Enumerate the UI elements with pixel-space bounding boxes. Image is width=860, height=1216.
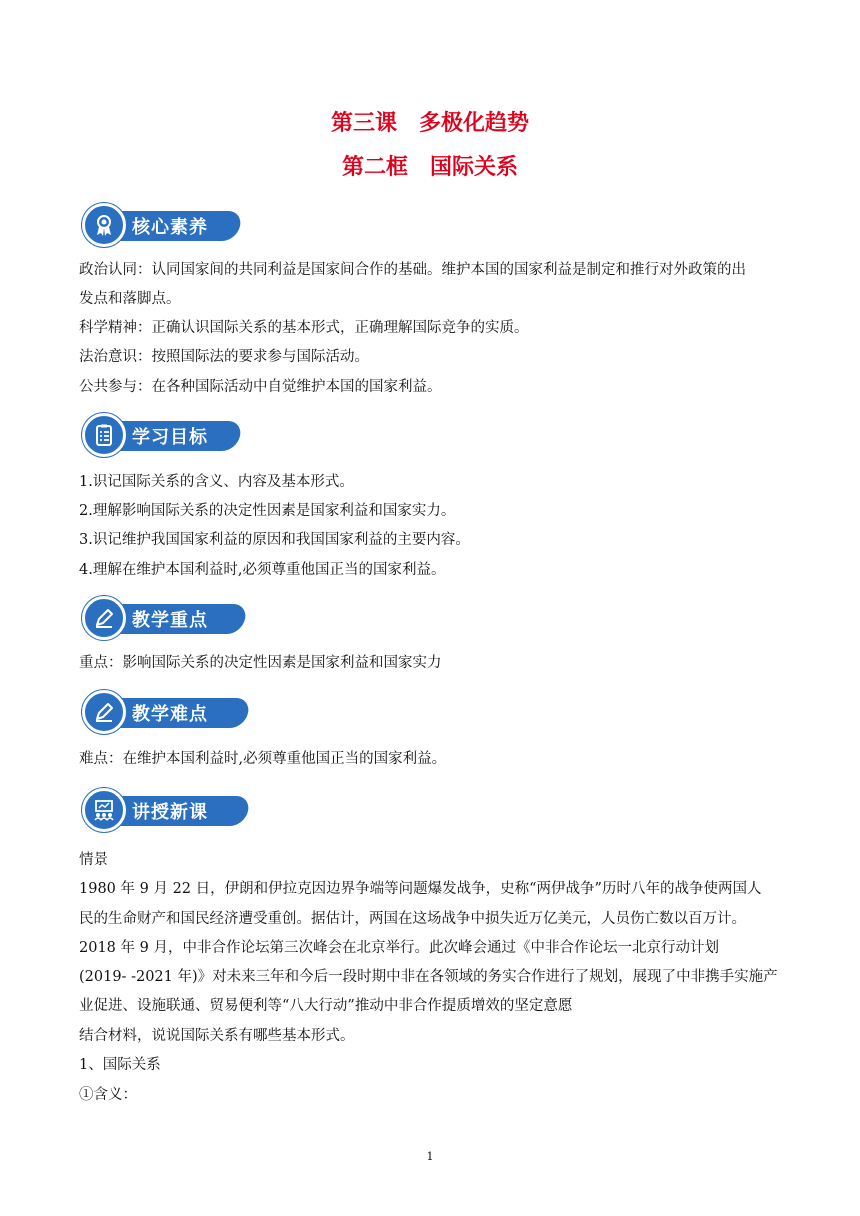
page-title: 第三课 多极化趋势	[330, 111, 529, 136]
award-ribbon-icon	[93, 214, 115, 236]
section-badge-lesson	[82, 788, 250, 832]
checklist-icon	[93, 424, 115, 446]
page-number: 1	[426, 1150, 434, 1163]
text-line: 结合材料，说说国际关系有哪些基本形式。	[79, 1028, 355, 1044]
text-line: 重点：影响国际关系的决定性因素是国家利益和国家实力	[79, 655, 442, 671]
badge-label: 讲授新课	[132, 802, 208, 823]
text-line: 1980 年 9 月 22 日，伊朗和伊拉克因边界争端等问题爆发战争，史称“两伊战争”历时八年的战争使两国人	[79, 881, 762, 897]
text-line: ①含义：	[79, 1087, 137, 1103]
page-subtitle: 第二框 国际关系	[341, 155, 518, 180]
pencil-icon	[93, 701, 115, 723]
text-line: 法治意识：按照国际法的要求参与国际活动。	[79, 349, 369, 365]
badge-label: 学习目标	[132, 427, 208, 448]
text-line: 情景	[79, 852, 108, 868]
text-line: 科学精神：正确认识国际关系的基本形式，正确理解国际竞争的实质。	[79, 320, 529, 336]
text-line: 难点：在维护本国利益时,必须尊重他国正当的国家利益。	[79, 751, 447, 767]
badge-label: 教学重点	[132, 610, 208, 631]
presentation-board-icon	[93, 799, 115, 821]
text-line: 3.识记维护我国国家利益的原因和我国国家利益的主要内容。	[79, 532, 470, 548]
text-line: 1.识记国际关系的含义、内容及基本形式。	[79, 474, 354, 490]
text-line: (2019- -2021 年)》对未来三年和今后一段时期中非在各领域的务实合作进行了规划，展现了中非携手实施产	[79, 969, 778, 985]
text-line: 公共参与：在各种国际活动中自觉维护本国的国家利益。	[79, 379, 442, 395]
text-line: 民的生命财产和国民经济遭受重创。据估计，两国在这场战争中损失近万亿美元，人员伤亡数以百万计。	[79, 911, 746, 927]
text-line: 1、国际关系	[79, 1057, 161, 1073]
text-line: 2.理解影响国际关系的决定性因素是国家利益和国家实力。	[79, 503, 456, 519]
section-badge-difficulty	[82, 690, 250, 734]
text-line: 4.理解在维护本国利益时,必须尊重他国正当的国家利益。	[79, 562, 446, 578]
section-badge-core	[82, 203, 242, 247]
text-line: 政治认同：认同国家间的共同利益是国家间合作的基础。维护本国的国家利益是制定和推行对外政策的出	[79, 262, 746, 278]
section-badge-goals	[82, 413, 242, 457]
badge-label: 核心素养	[132, 217, 208, 238]
text-line: 发点和落脚点。	[79, 291, 181, 307]
text-line: 业促进、设施联通、贸易便利等“八大行动”推动中非合作提质增效的坚定意愿	[79, 998, 573, 1014]
pencil-icon	[93, 607, 115, 629]
badge-label: 教学难点	[132, 704, 208, 725]
section-badge-key	[82, 596, 247, 640]
text-line: 2018 年 9 月，中非合作论坛第三次峰会在北京举行。此次峰会通过《中非合作论坛一北京行动计划	[79, 940, 719, 956]
